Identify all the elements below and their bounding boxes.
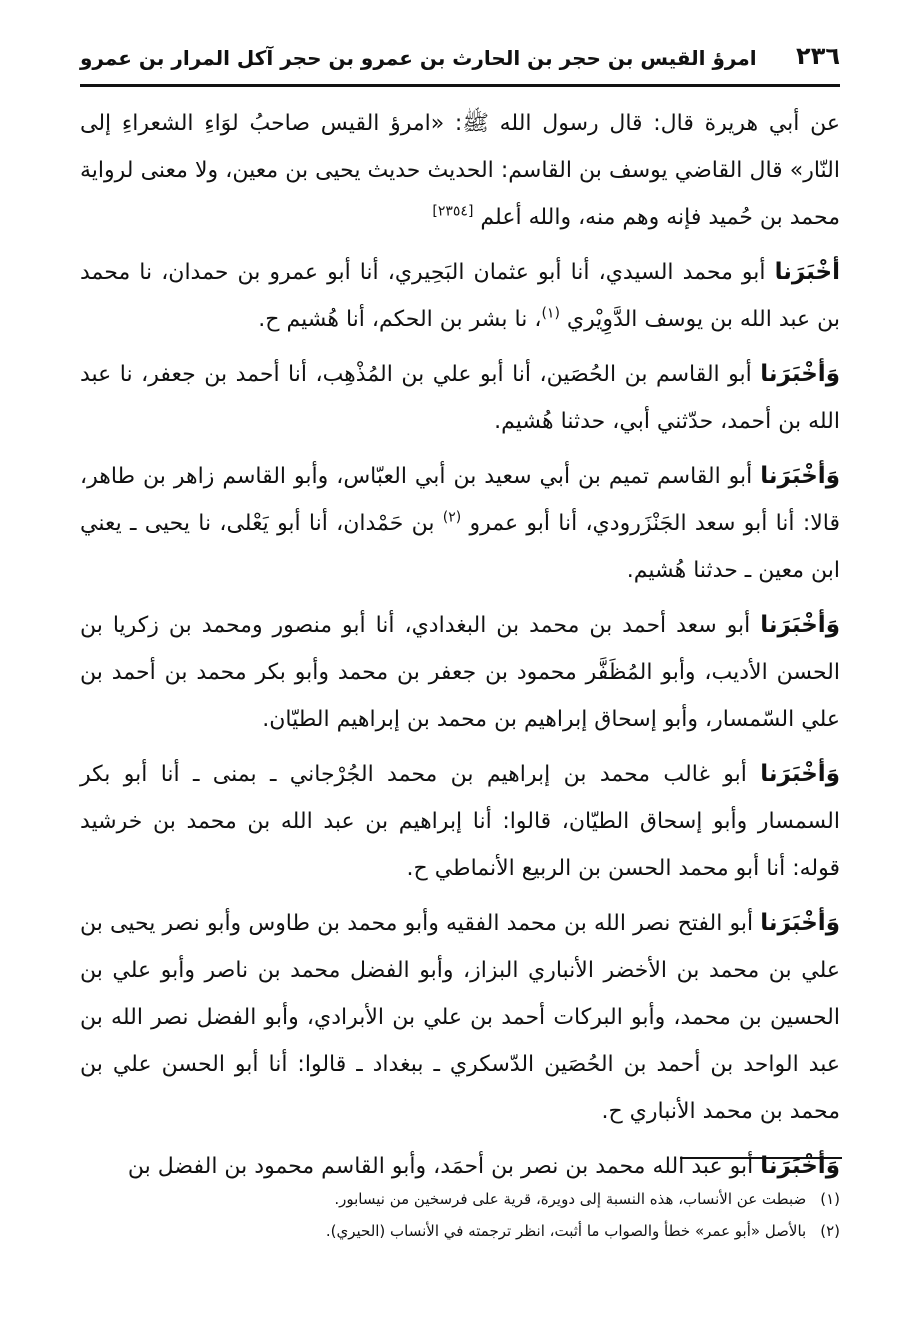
paragraph-lead: وَأخْبَرَنا <box>760 463 840 489</box>
page-number: ٢٣٦ <box>796 42 840 70</box>
paragraph-text: أبو القاسم بن الحُصَين، أنا أبو علي بن المُذْهِب، أنا أحمد بن جعفر، نا عبد الله بن أحمد، حدّثني أبي، حدثنا هُشيم. <box>80 362 840 434</box>
paragraph-hadith <box>80 100 840 241</box>
paragraph-text: أبو الفتح نصر الله بن محمد الفقيه وأبو محمد بن طاوس وأبو نصر يحيى بن علي بن محمد بن الأخضر الأنباري البزاز، وأبو الفضل محمد بن ناصر وأبو علي بن الحسين بن محمد، وأبو البركات أحمد بن علي بن الأبرادي، وأبو الفضل نصر الله بن عبد الواحد بن أحمد بن الحُصَين الدّسكري ـ ببغداد ـ قالوا: أنا أبو الحسن علي بن محمد بن محمد الأنباري ح. <box>80 911 840 1124</box>
paragraph-text: عن أبي هريرة قال: قال رسول الله ﷺ: «امرؤ القيس صاحبُ لوَاءِ الشعراءِ إلى النّار» قال القاضي يوسف بن القاسم: الحديث حديث يحيى بن معين، ولا معنى لرواية محمد بن حُميد فإنه وهم منه، والله أعلم <box>80 111 840 230</box>
paragraph-tail: بن حَمْدان، أنا أبو يَعْلى، نا يحيى ـ يعني ابن معين ـ حدثنا هُشيم. <box>80 511 840 583</box>
footnote-marker: (١) <box>541 305 560 322</box>
footnote-marker: (٢) <box>442 509 462 526</box>
paragraph-tail: ، نا بشر بن الحكم، أنا هُشيم ح. <box>258 307 542 332</box>
header-rule <box>80 84 840 87</box>
footnote-text: بالأصل «أبو عمر» خطأ والصواب ما أثبت، انظر ترجمته في الأنساب (الحيري). <box>325 1222 807 1240</box>
running-title: امرؤ القيس بن حجر بن الحارث بن عمرو بن حجر آكل المرار بن عمرو <box>80 46 757 70</box>
footnote <box>80 1215 840 1247</box>
page-header <box>80 42 840 86</box>
paragraph-lead: وَأخْبَرَنا <box>760 612 840 638</box>
paragraph-lead: أخْبَرَنا <box>774 259 840 285</box>
paragraph-isnad <box>80 900 840 1135</box>
paragraph-lead: وَأخْبَرَنا <box>760 1153 840 1179</box>
main-text <box>80 100 840 1198</box>
footnote-separator <box>680 1157 842 1159</box>
paragraph-text: أبو سعد أحمد بن محمد بن البغدادي، أنا أبو منصور ومحمد بن زكريا بن الحسن الأديب، وأبو المُظَفَّر محمود بن جعفر بن محمد وأبو بكر محمد بن أحمد بن علي السّمسار، وأبو إسحاق إبراهيم بن محمد بن إبراهيم الطيّان. <box>80 613 840 732</box>
footnote <box>80 1183 840 1215</box>
paragraph-isnad <box>80 751 840 892</box>
paragraph-lead: وَأخْبَرَنا <box>760 361 840 387</box>
footnotes <box>80 1183 840 1247</box>
paragraph-isnad <box>80 453 840 594</box>
paragraph-isnad <box>80 249 840 343</box>
footnote-number: (٢) <box>820 1222 840 1240</box>
paragraph-isnad <box>80 602 840 743</box>
paragraph-text: أبو محمد السيدي، أنا أبو عثمان البَحِيري، أنا أبو عمرو بن حمدان، نا محمد بن عبد الله بن يوسف الدَّوِيْري <box>80 260 840 332</box>
paragraph-text: أبو عبد الله محمد بن نصر بن أحمَد، وأبو القاسم محمود بن الفضل بن <box>127 1154 761 1179</box>
paragraph-lead: وَأخْبَرَنا <box>760 761 840 787</box>
paragraph-isnad <box>80 351 840 445</box>
paragraph-text: أبو غالب محمد بن إبراهيم بن محمد الجُرْجاني ـ بمنى ـ أنا أبو بكر السمسار وأبو إسحاق الطيّان، قالوا: أنا إبراهيم بن عبد الله بن محمد بن خرشيد قوله: أنا أبو محمد الحسن بن الربيع الأنماطي ح. <box>80 762 840 881</box>
footnote-number: (١) <box>820 1190 840 1208</box>
footnote-text: ضبطت عن الأنساب، هذه النسبة إلى دويرة، قرية على فرسخين من نيسابور. <box>334 1190 807 1208</box>
paragraph-text: أبو القاسم تميم بن أبي سعيد بن أبي العبّاس، وأبو القاسم زاهر بن طاهر، قالا: أنا أبو سعد الجَنْزَرودي، أنا أبو عمرو <box>80 464 840 536</box>
paragraph-lead: وَأخْبَرَنا <box>760 910 840 936</box>
hadith-reference-number: [٢٣٥٤] <box>432 203 474 220</box>
